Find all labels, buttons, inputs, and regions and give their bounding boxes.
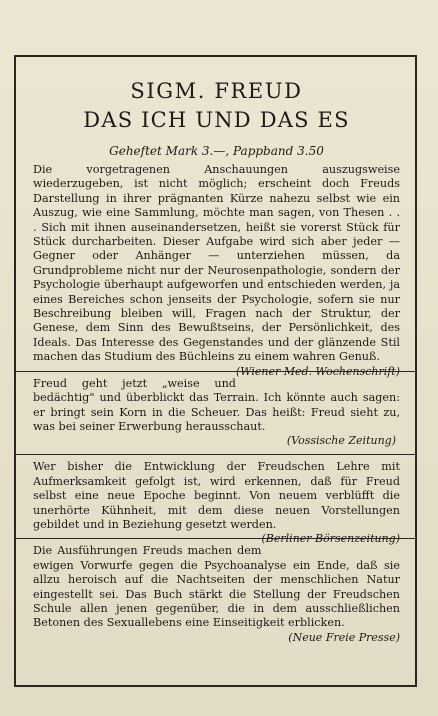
author-name: SIGM. FREUD — [130, 79, 303, 103]
review-text: Die vorgetragenen Anschauungen auszugsweise wiederzugeben, ist nicht möglich; erscheint doch Freuds Darstellung in ihrer prägnanten Kürze nahezu selbst wie ein Auszug, wie eine Sammlung, möchte man sagen, von Thesen . . . Sich mit ihnen auseinandersetzen, heißt sie vorerst Stück für Stück durcharbeiten. Dieser Aufgabe wird sich aber jeder — Gegner oder Anhänger — unterziehen müssen, da Grundprobleme nicht nur der Neurosenpathologie, sondern der Psychologie überhaupt aufgeworfen und entschieden werden, ja eines Bereiches schon jenseits der Psychologie, sofern sie nur Beschreibung bleiben will, Fragen nach der Struktur, der Genese, dem Sinn des Bewußtseins, der Persönlichkeit, des Ideals. Das Interesse des Gegenstandes und der glänzende Stil machen das Studium des Büchleins zu einem wahren Genuß. — [33, 163, 400, 364]
review-neue-freie-presse — [33, 544, 400, 644]
review-source: (Berliner Börsenzeitung) — [261, 532, 400, 546]
review-berliner — [33, 460, 400, 546]
divider — [16, 454, 417, 455]
review-text: Freud geht jetzt „weise und bedächtig" und überblickt das Terrain. Ich könnte auch sagen: er bringt sein Korn in die Scheuer. Das heißt: Freud sieht zu, was bei seiner Erwerbung herausschaut. — [33, 376, 400, 433]
review-source: (Wiener Med. Wochenschrift) — [235, 364, 400, 378]
book-title: DAS ICH UND DAS ES — [83, 108, 350, 132]
review-wiener — [33, 163, 400, 378]
review-vossische — [33, 377, 400, 449]
price-line: Geheftet Mark 3.—, Pappband 3.50 — [109, 144, 324, 158]
review-text: Die Ausführungen Freuds machen dem ewigen Vorwurfe gegen die Psychoanalyse ein Ende, daß sie allzu heroisch auf die Nachtseiten der menschlichen Natur eingestellt sei. Das Buch stärkt die Stellung der Freudschen Schule allen jenen gegenüber, die in dem ausschließlichen Betonen des Sexuallebens eine Einseitigkeit erblicken. — [33, 544, 400, 630]
review-text: Wer bisher die Entwicklung der Freudschen Lehre mit Aufmerksamkeit gefolgt ist, wird erkennen, daß für Freud selbst eine neue Epoche beginnt. Von neuem verblüfft die unerhörte Kühnheit, mit dem diese neuen Vorstellungen gebildet und in Beziehung gesetzt werden. — [33, 460, 400, 531]
review-source: (Neue Freie Presse) — [288, 630, 400, 644]
review-source: (Vossische Zeitung) — [286, 434, 396, 448]
advertisement-content — [33, 79, 400, 645]
advertisement-frame — [14, 55, 417, 687]
